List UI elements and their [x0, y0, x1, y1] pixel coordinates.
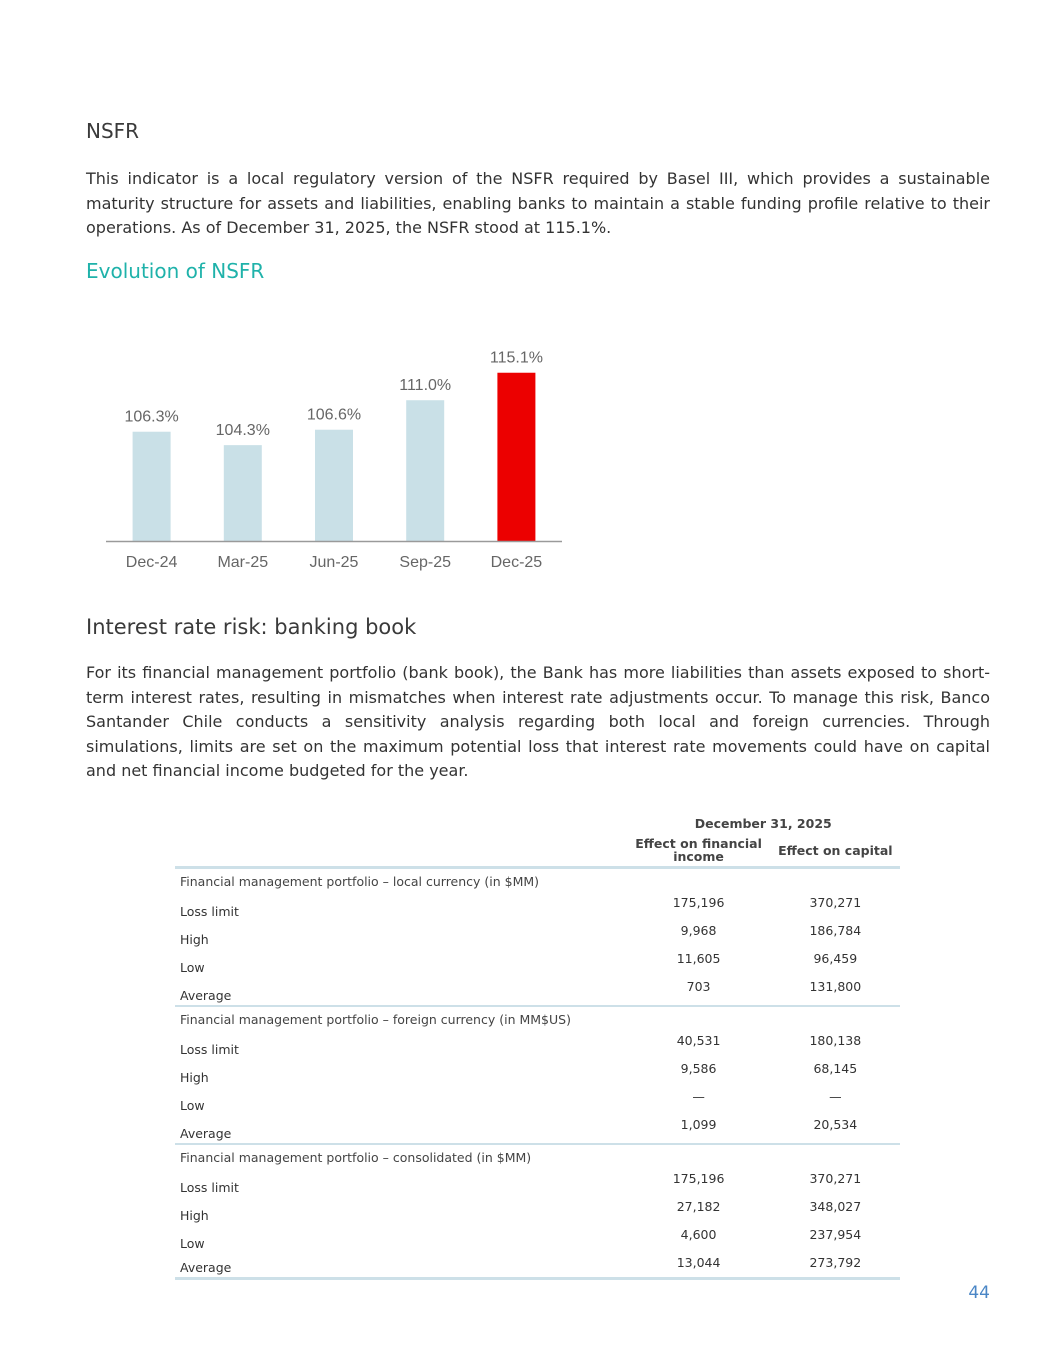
table-row: [175, 1031, 900, 1059]
cell-financial-income: 9,968: [680, 923, 717, 938]
table-section-header: [175, 1144, 900, 1169]
data-label: 104.3%: [215, 422, 270, 440]
row-label: Loss limit: [180, 904, 239, 919]
bar-mar-25: [224, 445, 262, 541]
row-label: Low: [180, 1098, 205, 1113]
cell-capital: 370,271: [809, 1171, 862, 1186]
col-header-financial-income: Effect on financial income: [626, 834, 770, 868]
section-title: Financial management portfolio – consolidated (in $MM): [180, 1149, 532, 1165]
cell-financial-income: 4,600: [680, 1227, 717, 1242]
row-label: High: [180, 932, 209, 947]
cell-financial-income: 9,586: [680, 1061, 717, 1076]
nsfr-heading: NSFR: [86, 119, 140, 143]
data-label: 111.0%: [399, 377, 452, 395]
nsfr-paragraph: This indicator is a local regulatory version of the NSFR required by Basel III, which provides a sustainable maturity structure for assets and liabilities, enabling banks to maintain a stable funding profile relative to their operations. As of December 31, 2025, the NSFR stood at 115.1%.: [86, 169, 990, 237]
table-row: [175, 1169, 900, 1197]
irr-heading: Interest rate risk: banking book: [86, 615, 417, 639]
data-label: 106.3%: [124, 408, 179, 426]
row-label: Average: [175, 977, 626, 1006]
bar-dec-24: [133, 432, 171, 541]
nsfr-chart-heading: Evolution of NSFR: [86, 259, 265, 283]
table-row: [175, 1253, 900, 1279]
cell-capital: 68,145: [813, 1061, 858, 1076]
row-label: High: [180, 1070, 209, 1085]
cell-capital: —: [829, 1089, 842, 1104]
x-tick-label: Sep-25: [399, 554, 451, 571]
x-tick-label: Dec-24: [125, 554, 178, 571]
table-row: [175, 1115, 900, 1144]
section-title: Financial management portfolio – local currency (in $MM): [180, 873, 540, 889]
page-number: 44: [968, 1283, 990, 1303]
cell-financial-income: —: [692, 1089, 705, 1104]
cell-financial-income: 175,196: [672, 1171, 725, 1186]
row-label: Average: [175, 1115, 626, 1144]
bar-dec-25: [497, 373, 535, 541]
nsfr-bar-chart: [100, 330, 570, 580]
table-row: [175, 921, 900, 949]
table-row: [175, 1087, 900, 1115]
row-label: Low: [180, 960, 205, 975]
row-label: Loss limit: [180, 1042, 239, 1057]
table-row: [175, 1059, 900, 1087]
bar-jun-25: [315, 430, 353, 541]
cell-financial-income: 11,605: [676, 951, 721, 966]
col-header-capital: Effect on capital: [771, 834, 900, 868]
x-tick-label: Dec-25: [490, 554, 543, 571]
table-row: [175, 949, 900, 977]
row-label: Loss limit: [180, 1180, 239, 1195]
interest-rate-risk-table: [175, 812, 900, 1280]
cell-capital: 20,534: [771, 1115, 900, 1144]
cell-capital: 186,784: [809, 923, 862, 938]
data-label: 115.1%: [489, 349, 543, 367]
cell-capital: 370,271: [809, 895, 862, 910]
cell-capital: 273,792: [771, 1253, 900, 1279]
data-label: 106.6%: [306, 406, 362, 424]
x-tick-label: Jun-25: [309, 554, 359, 571]
row-label: Average: [175, 1253, 626, 1279]
table-section-header: [175, 1006, 900, 1031]
date-header: December 31, 2025: [694, 815, 832, 831]
cell-financial-income: 175,196: [672, 895, 725, 910]
cell-capital: 348,027: [809, 1199, 862, 1214]
bar-sep-25: [406, 400, 444, 541]
cell-capital: 131,800: [771, 977, 900, 1006]
table-row: [175, 1197, 900, 1225]
cell-capital: 180,138: [809, 1033, 862, 1048]
table-row: [175, 893, 900, 921]
cell-financial-income: 40,531: [676, 1033, 721, 1048]
irr-paragraph: For its financial management portfolio (bank book), the Bank has more liabilities than assets exposed to short-term interest rates, resulting in mismatches when interest rate adjustments occur. To manage this risk, Banco Santander Chile conducts a sensitivity analysis regarding both local and foreign currencies. Through simulations, limits are set on the maximum potential loss that interest rate movements could have on capital and net financial income budgeted for the year.: [86, 663, 990, 780]
cell-capital: 237,954: [809, 1227, 862, 1242]
table-section-header: [175, 868, 900, 894]
section-title: Financial management portfolio – foreign currency (in MM$US): [180, 1011, 571, 1027]
cell-financial-income: 703: [626, 977, 770, 1006]
row-label: Low: [180, 1236, 205, 1251]
cell-capital: 96,459: [813, 951, 858, 966]
cell-financial-income: 1,099: [626, 1115, 770, 1144]
row-label: High: [180, 1208, 209, 1223]
cell-financial-income: 13,044: [626, 1253, 770, 1279]
cell-financial-income: 27,182: [676, 1199, 721, 1214]
table-row: [175, 977, 900, 1006]
table-row: [175, 1225, 900, 1253]
x-tick-label: Mar-25: [217, 554, 269, 571]
